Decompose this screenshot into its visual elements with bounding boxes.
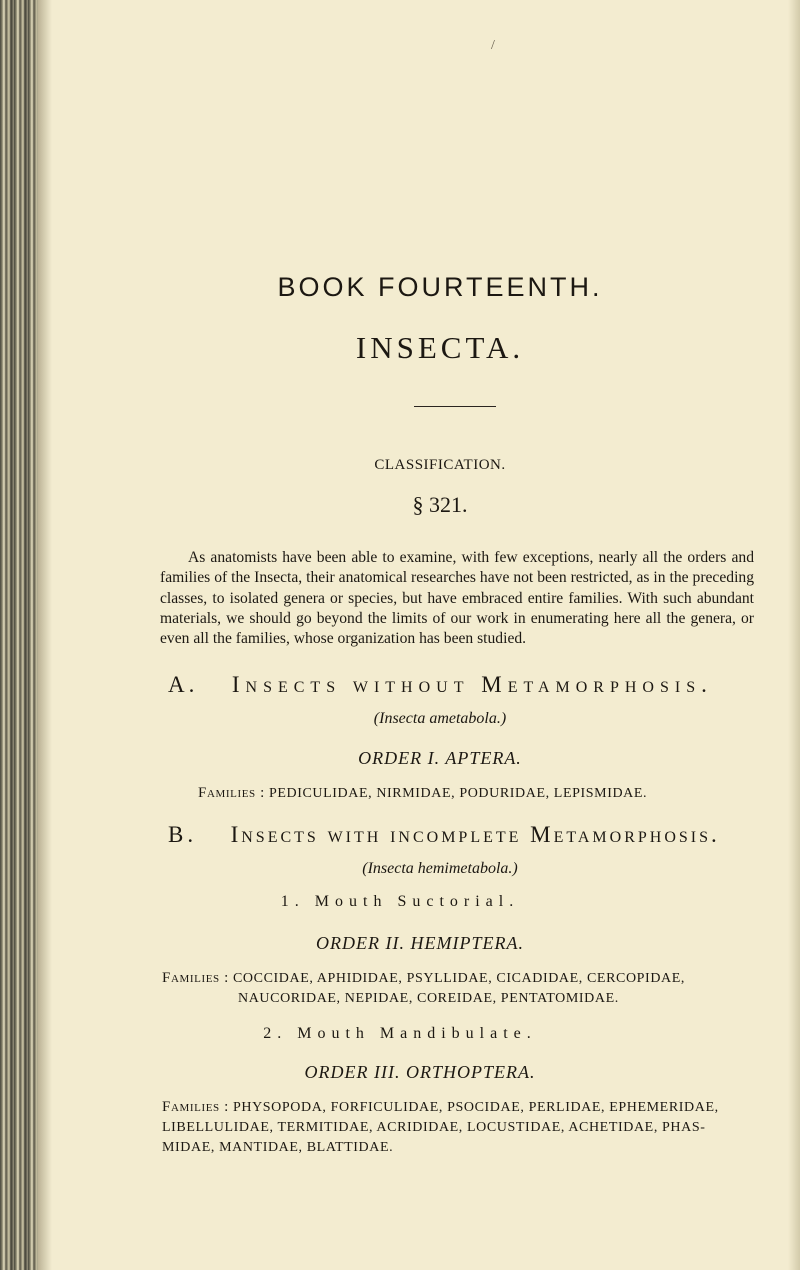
families-3-line3: MIDAE, MANTIDAE, BLATTIDAE. [162, 1140, 394, 1155]
order-2-heading: ORDER II. HEMIPTERA. [316, 933, 524, 953]
division-a-latin: (Insecta ametabola.) [373, 710, 507, 727]
division-b-letter: B. [168, 822, 198, 847]
page-right-edge [788, 0, 800, 1270]
division-a-heading [168, 672, 768, 698]
families-1-list: PEDICULIDAE, NIRMIDAE, PODURIDAE, LEPISMIDAE. [268, 786, 648, 801]
binding-shadow [38, 0, 52, 1270]
order-3-heading: ORDER III. ORTHOPTERA. [304, 1062, 536, 1082]
families-3-line1: PHYSOPODA, FORFICULIDAE, PSOCIDAE, PERLIDAE, EPHEMERIDAE, [232, 1100, 719, 1115]
title-rule [414, 406, 496, 407]
families-3-label: Families : [162, 1099, 229, 1115]
section-number: § 321. [412, 492, 468, 517]
classification-heading: CLASSIFICATION. [374, 457, 506, 473]
main-title: INSECTA. [355, 330, 525, 365]
division-b-title: Insects with incomplete Metamorphosis. [230, 822, 720, 847]
division-a-letter: A. [168, 672, 199, 697]
division-b-latin: (Insecta hemimetabola.) [362, 860, 518, 877]
order-1-heading: ORDER I. APTERA. [358, 748, 522, 768]
families-2-line2: NAUCORIDAE, NEPIDAE, COREIDAE, PENTATOMIDAE. [238, 991, 619, 1006]
page-mark: / [491, 38, 495, 53]
families-1-label: Families : [198, 785, 265, 801]
intro-paragraph: As anatomists have been able to examine, with few exceptions, nearly all the orders and families of the Insecta, their anatomical researches have not been restricted, as in the preceding classes, to isolated genera or species, but have embraced entire families. With such abundant materials, we should go beyond the limits of our work in enumerating here all the genera, or even all the families, whose organization has been studied. [160, 549, 754, 648]
mouth-mandibulate: 2. Mouth Mandibulate. [263, 1025, 537, 1042]
families-3 [162, 1097, 762, 1158]
book-binding-edge [0, 0, 38, 1270]
mouth-suctorial: 1. Mouth Suctorial. [280, 893, 520, 910]
families-1 [198, 783, 758, 804]
families-2 [162, 968, 762, 1009]
division-b-heading [168, 822, 768, 848]
families-2-line1: COCCIDAE, APHIDIDAE, PSYLLIDAE, CICADIDAE, CERCOPIDAE, [232, 971, 685, 986]
division-a-title: Insects without Metamorphosis. [231, 672, 713, 697]
families-2-label: Families : [162, 970, 229, 986]
book-title: BOOK FOURTEENTH. [277, 272, 603, 302]
families-3-line2: LIBELLULIDAE, TERMITIDAE, ACRIDIDAE, LOCUSTIDAE, ACHETIDAE, PHAS- [162, 1120, 706, 1135]
